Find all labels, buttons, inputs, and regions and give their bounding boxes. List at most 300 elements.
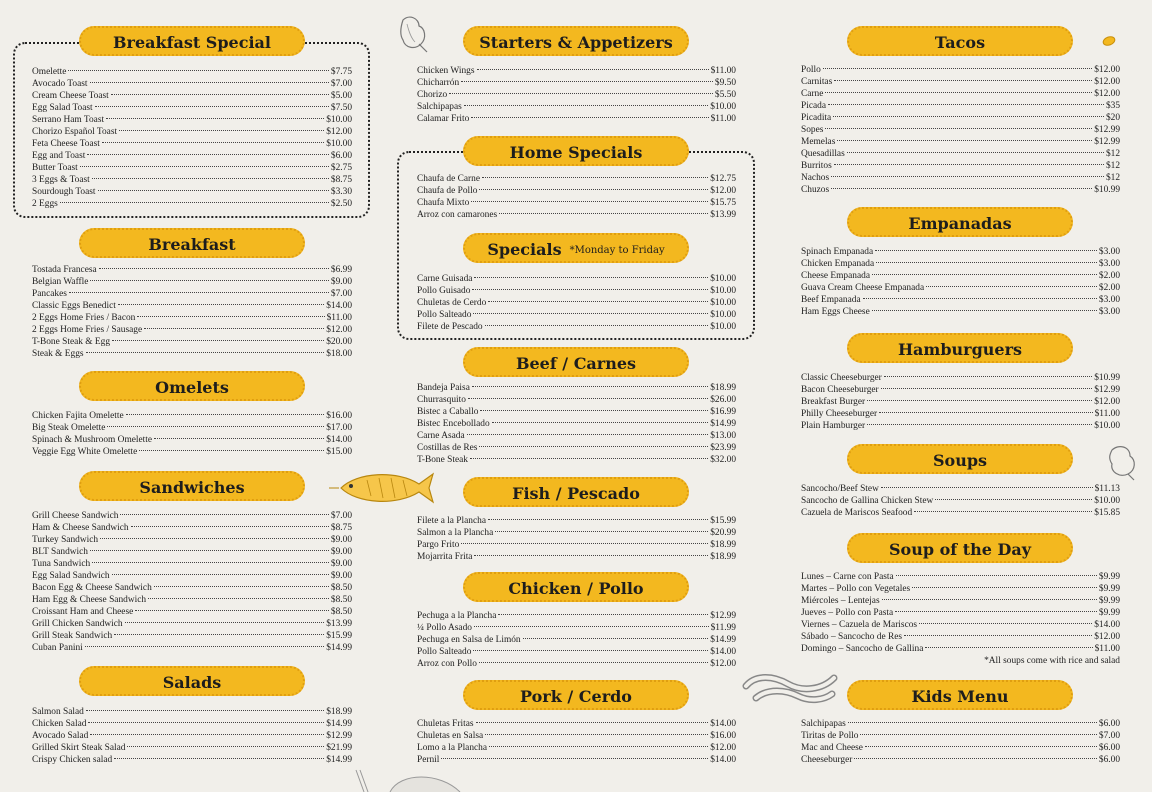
menu-item (32, 162, 352, 174)
menu-item-price: $21.99 (326, 743, 352, 753)
menu-item-name: Sourdough Toast (32, 187, 96, 197)
menu-item-price: $12.00 (1094, 632, 1120, 642)
dot-leader (85, 646, 324, 647)
menu-item (417, 65, 736, 77)
menu-item-price: $10.00 (1094, 496, 1120, 506)
menu-item-price: $9.00 (330, 559, 352, 569)
menu-item (32, 66, 352, 78)
menu-item-name: T-Bone Steak (417, 455, 468, 465)
menu-item (801, 258, 1120, 270)
menu-item (801, 172, 1120, 184)
menu-item-price: $10.00 (326, 115, 352, 125)
menu-item-price: $2.75 (330, 163, 352, 173)
breakfast-banner: Breakfast (79, 228, 305, 258)
dot-leader (467, 434, 709, 435)
menu-item (32, 558, 352, 570)
menu-item (417, 89, 736, 101)
menu-item (417, 297, 736, 309)
dot-leader (468, 398, 708, 399)
menu-item (801, 100, 1120, 112)
menu-item-name: Tuna Sandwich (32, 559, 91, 569)
menu-item-name: Spinach Empanada (801, 247, 874, 257)
menu-item-price: $15.00 (326, 447, 352, 457)
dot-leader (489, 746, 708, 747)
menu-item (801, 742, 1120, 754)
menu-item (417, 610, 736, 622)
menu-item-name: Bistec Encebollado (417, 419, 490, 429)
menu-item (32, 138, 352, 150)
menu-item-price: $9.99 (1098, 608, 1120, 618)
menu-item-price: $3.00 (1098, 259, 1120, 269)
menu-item (801, 384, 1120, 396)
menu-item-price: $7.75 (330, 67, 352, 77)
menu-item-name: Calamar Frito (417, 114, 470, 124)
tacos-list (801, 64, 1120, 196)
menu-item-price: $11.00 (1094, 644, 1120, 654)
dot-leader (131, 526, 329, 527)
menu-item-price: $16.99 (710, 407, 736, 417)
dot-leader (470, 458, 708, 459)
menu-item-name: Ham Eggs Cheese (801, 307, 870, 317)
menu-item (32, 422, 352, 434)
menu-item (32, 546, 352, 558)
menu-item (801, 294, 1120, 306)
menu-item-price: $14.00 (710, 755, 736, 765)
menu-item-name: Feta Cheese Toast (32, 139, 100, 149)
menu-item-name: Picadita (801, 113, 832, 123)
beef-list (417, 382, 736, 466)
menu-item-name: Costillas de Res (417, 443, 478, 453)
dot-leader (154, 438, 324, 439)
menu-item-name: Sopes (801, 125, 824, 135)
menu-item (801, 631, 1120, 643)
menu-item-price: $12.99 (1094, 125, 1120, 135)
menu-item-price: $12.00 (1094, 77, 1120, 87)
dot-leader (837, 140, 1092, 141)
menu-item-price: $10.00 (710, 102, 736, 112)
menu-item-price: $10.00 (710, 322, 736, 332)
menu-item-name: Bacon Cheeseburger (801, 385, 879, 395)
menu-item-name: Spinach & Mushroom Omelette (32, 435, 153, 445)
menu-item (417, 382, 736, 394)
menu-item-name: Plain Hamburger (801, 421, 866, 431)
dot-leader (472, 386, 708, 387)
menu-item (32, 754, 352, 766)
menu-item-price: $9.00 (330, 571, 352, 581)
dot-leader (834, 164, 1104, 165)
menu-item-price: $10.99 (1094, 185, 1120, 195)
soup-of-day-banner: Soup of the Day (847, 533, 1073, 563)
menu-item-name: Chicharrón (417, 78, 460, 88)
menu-item-name: Burritos (801, 161, 832, 171)
menu-item-price: $13.99 (326, 619, 352, 629)
menu-item (32, 288, 352, 300)
menu-item-price: $8.50 (330, 607, 352, 617)
menu-item (801, 306, 1120, 318)
menu-item-name: Filete a la Plancha (417, 516, 486, 526)
menu-item-price: $35 (1105, 101, 1120, 111)
menu-item (417, 754, 736, 766)
menu-item (32, 434, 352, 446)
dot-leader (926, 286, 1097, 287)
menu-item-name: Chaufa Mixto (417, 198, 470, 208)
menu-item-name: Grill Chicken Sandwich (32, 619, 123, 629)
dot-leader (148, 598, 329, 599)
menu-item-name: Egg and Toast (32, 151, 86, 161)
menu-item-price: $6.00 (330, 151, 352, 161)
dot-leader (480, 410, 708, 411)
dot-leader (473, 313, 708, 314)
dot-leader (69, 292, 329, 293)
menu-item (417, 209, 736, 221)
menu-item-price: $15.75 (710, 198, 736, 208)
specials-note: *Monday to Friday (569, 245, 665, 256)
menu-item-price: $9.99 (1098, 572, 1120, 582)
menu-item (417, 718, 736, 730)
specials-title: Specials (487, 240, 562, 259)
menu-item (417, 101, 736, 113)
menu-item-price: $11.13 (1094, 484, 1120, 494)
menu-item (417, 658, 736, 670)
dot-leader (474, 626, 709, 627)
menu-item-price: $18.99 (710, 552, 736, 562)
menu-item-price: $12.00 (326, 325, 352, 335)
menu-item (32, 642, 352, 654)
menu-item-name: Sábado – Sancocho de Res (801, 632, 903, 642)
menu-item-name: Bacon Egg & Cheese Sandwich (32, 583, 152, 593)
dot-leader (92, 178, 329, 179)
menu-item-price: $11.00 (1094, 409, 1120, 419)
menu-item-price: $8.75 (330, 523, 352, 533)
dot-leader (912, 587, 1097, 588)
menu-item (32, 410, 352, 422)
menu-item-name: Grilled Skirt Steak Salad (32, 743, 126, 753)
soup-footnote: *All soups come with rice and salad (984, 656, 1120, 666)
menu-item (801, 88, 1120, 100)
dot-leader (895, 611, 1097, 612)
menu-item (801, 408, 1120, 420)
menu-item-price: $7.00 (1098, 731, 1120, 741)
menu-item-name: Mojarrita Frita (417, 552, 473, 562)
menu-item (32, 78, 352, 90)
menu-item-name: Sancocho/Beef Stew (801, 484, 879, 494)
menu-item-name: Classic Eggs Benedict (32, 301, 116, 311)
menu-item-name: Big Steak Omelette (32, 423, 106, 433)
salads-list (32, 706, 352, 766)
dot-leader (867, 424, 1092, 425)
menu-item-price: $15.99 (710, 516, 736, 526)
menu-item (32, 534, 352, 546)
menu-item-price: $12.99 (1094, 385, 1120, 395)
menu-item (801, 396, 1120, 408)
menu-item (32, 150, 352, 162)
plate-icon (350, 768, 470, 792)
menu-item-name: Cream Cheese Toast (32, 91, 109, 101)
dot-leader (833, 116, 1104, 117)
menu-item-price: $12 (1105, 149, 1120, 159)
menu-item (32, 90, 352, 102)
dot-leader (86, 352, 325, 353)
dot-leader (471, 117, 708, 118)
breakfast-special-banner: Breakfast Special (79, 26, 305, 56)
menu-item-name: 2 Eggs Home Fries / Sausage (32, 325, 143, 335)
pork-banner: Pork / Cerdo (463, 680, 689, 710)
menu-item-price: $13.00 (710, 431, 736, 441)
omelets-list (32, 410, 352, 458)
menu-item-price: $18.99 (326, 707, 352, 717)
dot-leader (876, 262, 1097, 263)
menu-item-price: $12.00 (710, 743, 736, 753)
starters-banner: Starters & Appetizers (463, 26, 689, 56)
menu-item-name: Croissant Ham and Cheese (32, 607, 134, 617)
dot-leader (882, 599, 1097, 600)
menu-item-price: $7.50 (330, 103, 352, 113)
dot-leader (106, 118, 324, 119)
menu-item-name: Serrano Ham Toast (32, 115, 105, 125)
menu-item-name: Salchipapas (801, 719, 846, 729)
menu-item-name: Carnitas (801, 77, 833, 87)
menu-item (417, 442, 736, 454)
menu-item-price: $12.99 (1094, 137, 1120, 147)
fish-icon (327, 466, 435, 510)
menu-item-price: $26.00 (710, 395, 736, 405)
kids-list (801, 718, 1120, 766)
menu-item (801, 754, 1120, 766)
menu-item (801, 270, 1120, 282)
menu-item (32, 742, 352, 754)
menu-item (32, 348, 352, 360)
sausages-icon (740, 660, 840, 708)
menu-item (801, 160, 1120, 172)
dot-leader (925, 647, 1092, 648)
menu-item-name: Domingo – Sancocho de Gallina (801, 644, 924, 654)
menu-item (417, 406, 736, 418)
dot-leader (479, 662, 708, 663)
menu-item-name: Jueves – Pollo con Pasta (801, 608, 894, 618)
menu-item-name: Steak & Eggs (32, 349, 84, 359)
menu-item-name: 3 Eggs & Toast (32, 175, 90, 185)
menu-item-price: $10.00 (710, 298, 736, 308)
menu-item-name: Turkey Sandwich (32, 535, 99, 545)
menu-item-name: Pargo Frito (417, 540, 460, 550)
menu-item-price: $10.00 (1094, 421, 1120, 431)
dot-leader (60, 202, 329, 203)
menu-item (32, 630, 352, 642)
menu-item (801, 643, 1120, 655)
menu-item-price: $12 (1105, 173, 1120, 183)
menu-item-name: Salchipapas (417, 102, 462, 112)
menu-item (417, 515, 736, 527)
menu-item-price: $6.00 (1098, 755, 1120, 765)
menu-item-name: Sancocho de Gallina Chicken Stew (801, 496, 934, 506)
dot-leader (474, 555, 708, 556)
menu-item (32, 594, 352, 606)
menu-item (801, 112, 1120, 124)
menu-item-name: Pollo Guisado (417, 286, 471, 296)
dot-leader (492, 422, 709, 423)
menu-item (32, 198, 352, 210)
menu-item (801, 64, 1120, 76)
menu-item (417, 430, 736, 442)
menu-item (32, 174, 352, 186)
menu-item (417, 185, 736, 197)
dot-leader (88, 722, 324, 723)
menu-item-name: Avocado Salad (32, 731, 89, 741)
dot-leader (87, 154, 329, 155)
menu-item (801, 718, 1120, 730)
menu-item-price: $15.99 (326, 631, 352, 641)
menu-item-name: Chuletas de Cerdo (417, 298, 487, 308)
menu-item-name: Pechuga en Salsa de Limón (417, 635, 521, 645)
menu-item-name: Veggie Egg White Omelette (32, 447, 138, 457)
soups-banner: Soups (847, 444, 1073, 474)
menu-item-name: Omelette (32, 67, 67, 77)
menu-item-name: Cheeseburger (801, 755, 853, 765)
menu-item (801, 507, 1120, 519)
menu-item-name: Carne Guisada (417, 274, 473, 284)
menu-item-price: $9.00 (330, 535, 352, 545)
dot-leader (865, 746, 1097, 747)
kids-banner: Kids Menu (847, 680, 1073, 710)
dot-leader (482, 177, 708, 178)
menu-item-price: $18.99 (710, 540, 736, 550)
menu-item-price: $11.00 (326, 313, 352, 323)
menu-item-name: Grill Cheese Sandwich (32, 511, 119, 521)
menu-item-price: $8.50 (330, 595, 352, 605)
menu-item (32, 114, 352, 126)
menu-item (32, 336, 352, 348)
menu-item-name: Egg Salad Toast (32, 103, 93, 113)
menu-item (801, 607, 1120, 619)
menu-item (801, 148, 1120, 160)
home-specials-list (417, 173, 736, 221)
menu-item-price: $7.00 (330, 289, 352, 299)
menu-item-price: $16.00 (326, 411, 352, 421)
menu-item (801, 184, 1120, 196)
dot-leader (854, 758, 1097, 759)
menu-item-price: $7.00 (330, 511, 352, 521)
menu-item-price: $18.00 (326, 349, 352, 359)
menu-item-price: $15.85 (1094, 508, 1120, 518)
soup-of-day-list (801, 571, 1120, 655)
menu-item-name: 2 Eggs Home Fries / Bacon (32, 313, 136, 323)
dot-leader (449, 93, 713, 94)
dot-leader (95, 106, 329, 107)
dot-leader (464, 105, 708, 106)
dot-leader (896, 575, 1097, 576)
menu-item (32, 510, 352, 522)
menu-item-price: $5.00 (330, 91, 352, 101)
menu-item (417, 77, 736, 89)
menu-item-price: $12.00 (1094, 89, 1120, 99)
dot-leader (90, 82, 329, 83)
soups-list (801, 483, 1120, 519)
menu-item-name: Salmon Salad (32, 707, 84, 717)
dot-leader (479, 189, 708, 190)
sandwiches-list (32, 510, 352, 654)
dot-leader (99, 268, 329, 269)
menu-item (32, 126, 352, 138)
menu-item-name: Chaufa de Carne (417, 174, 480, 184)
menu-item-price: $10.00 (710, 286, 736, 296)
sandwiches-banner: Sandwiches (79, 471, 305, 501)
dot-leader (499, 213, 708, 214)
menu-item (801, 246, 1120, 258)
menu-item (32, 186, 352, 198)
menu-item-name: Butter Toast (32, 163, 78, 173)
menu-item-name: Pollo Salteado (417, 310, 472, 320)
menu-item-name: Bandeja Paisa (417, 383, 470, 393)
beef-banner: Beef / Carnes (463, 347, 689, 377)
dot-leader (919, 623, 1092, 624)
menu-item-name: Chorizo Español Toast (32, 127, 118, 137)
menu-item-name: Chorizo (417, 90, 448, 100)
menu-item-name: Filete de Pescado (417, 322, 483, 332)
dot-leader (100, 538, 329, 539)
menu-item-price: $20.99 (710, 528, 736, 538)
menu-item-price: $10.00 (710, 310, 736, 320)
menu-item-price: $2.50 (330, 199, 352, 209)
menu-item (32, 102, 352, 114)
empanadas-banner: Empanadas (847, 207, 1073, 237)
dot-leader (107, 426, 324, 427)
menu-item-price: $14.00 (710, 647, 736, 657)
dot-leader (154, 586, 329, 587)
dot-leader (118, 304, 324, 305)
menu-item-name: Philly Cheeseburger (801, 409, 878, 419)
menu-item-name: Arroz con Pollo (417, 659, 477, 669)
menu-item (32, 276, 352, 288)
menu-item (801, 619, 1120, 631)
dot-leader (485, 734, 708, 735)
menu-item-name: Chicken Wings (417, 66, 475, 76)
menu-item-price: $14.99 (326, 719, 352, 729)
menu-item (32, 446, 352, 458)
menu-item (32, 264, 352, 276)
menu-item-price: $16.00 (710, 731, 736, 741)
menu-item-price: $3.00 (1098, 247, 1120, 257)
menu-item (801, 76, 1120, 88)
menu-item-name: Pollo Salteado (417, 647, 472, 657)
menu-item-name: Miércoles – Lentejas (801, 596, 880, 606)
menu-item-price: $14.00 (326, 301, 352, 311)
dot-leader (125, 622, 325, 623)
menu-item (417, 273, 736, 285)
fish-list (417, 515, 736, 563)
menu-item-name: Avocado Toast (32, 79, 88, 89)
garlic-right-icon (1106, 440, 1142, 482)
menu-item-name: Chuletas Fritas (417, 719, 474, 729)
menu-item (417, 551, 736, 563)
menu-item-price: $12.00 (326, 127, 352, 137)
menu-item-price: $10.00 (710, 274, 736, 284)
dot-leader (111, 94, 329, 95)
menu-item-price: $5.50 (714, 90, 736, 100)
dot-leader (488, 301, 708, 302)
menu-item (801, 282, 1120, 294)
menu-item (417, 197, 736, 209)
menu-item-name: Chuzos (801, 185, 830, 195)
dot-leader (112, 340, 324, 341)
menu-item-name: Cazuela de Mariscos Seafood (801, 508, 913, 518)
menu-item-price: $14.99 (710, 419, 736, 429)
menu-item (32, 312, 352, 324)
menu-item-name: Pechuga a la Plancha (417, 611, 497, 621)
dot-leader (144, 328, 324, 329)
menu-item-name: Churrasquito (417, 395, 466, 405)
menu-item-price: $18.99 (710, 383, 736, 393)
menu-item-price: $14.99 (326, 643, 352, 653)
